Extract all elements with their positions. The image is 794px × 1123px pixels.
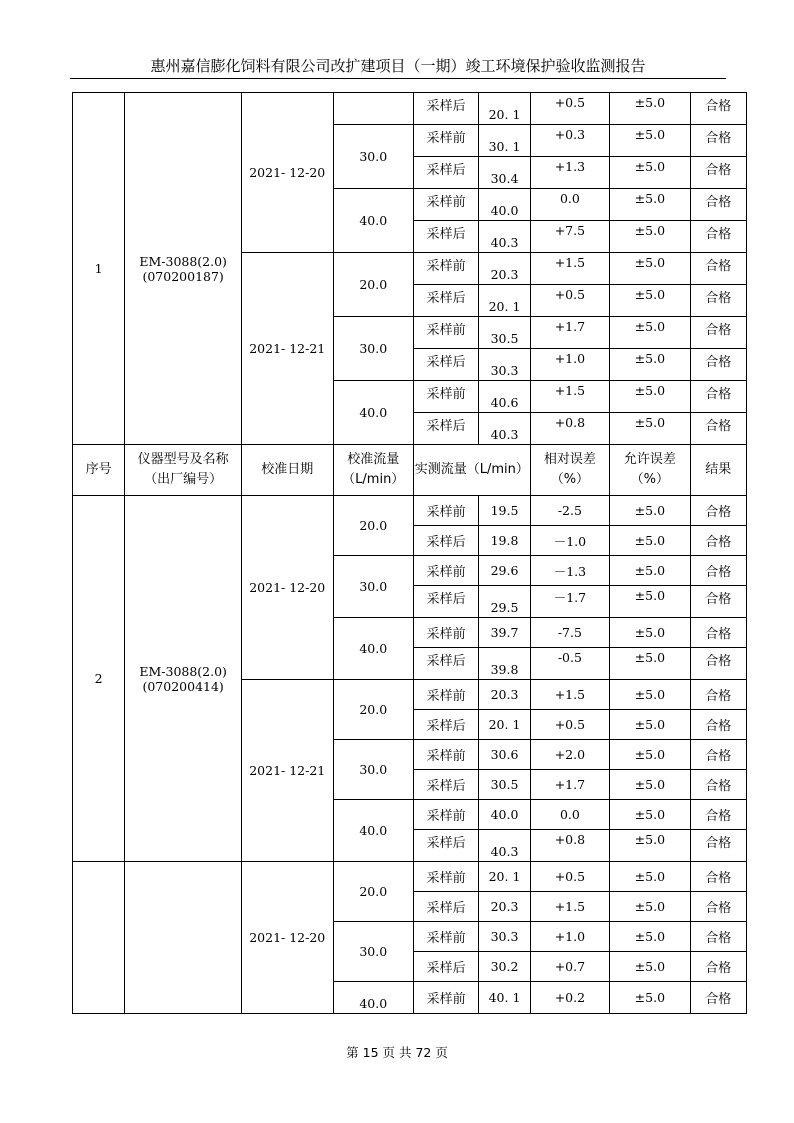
result-cell: 合格 [690, 680, 746, 710]
result-cell: 合格 [690, 93, 746, 125]
measured-flow-cell: 40.3 [479, 221, 530, 253]
column-header-row [73, 445, 747, 496]
allowed-error-cell: ±5.0 [610, 770, 690, 800]
relative-error-cell: +7.5 [530, 221, 609, 253]
allowed-error-cell: ±5.0 [610, 221, 690, 253]
allowed-error-cell: ±5.0 [610, 125, 690, 157]
stage-cell: 采样前 [413, 189, 478, 221]
measured-flow-cell: 20.3 [479, 680, 530, 710]
measured-flow-cell: 40.0 [479, 189, 530, 221]
measured-flow-cell: 30. 1 [479, 125, 530, 157]
table-row [73, 93, 747, 125]
stage-cell: 采样后 [413, 586, 478, 618]
result-cell: 合格 [690, 381, 746, 413]
measured-flow-cell: 30.6 [479, 740, 530, 770]
allowed-error-cell: ±5.0 [610, 830, 690, 862]
relative-error-cell: +1.5 [530, 253, 609, 285]
page-number: 第 15 页 共 72 页 [346, 1045, 448, 1060]
allowed-error-cell: ±5.0 [610, 157, 690, 189]
allowed-error-cell: ±5.0 [610, 740, 690, 770]
stage-cell: 采样后 [413, 93, 478, 125]
relative-error-cell: +1.5 [530, 680, 609, 710]
relative-error-cell: －1.3 [530, 556, 609, 586]
result-cell: 合格 [690, 770, 746, 800]
result-cell: 合格 [690, 317, 746, 349]
allowed-error-cell: ±5.0 [610, 93, 690, 125]
instrument-cell [125, 862, 242, 1014]
seq-cell: 1 [73, 93, 125, 445]
measured-flow-cell: 40.3 [479, 413, 530, 445]
result-cell: 合格 [690, 862, 746, 892]
stage-cell: 采样前 [413, 800, 478, 830]
stage-cell: 采样前 [413, 680, 478, 710]
set-flow-cell: 20.0 [333, 680, 413, 740]
stage-cell: 采样后 [413, 526, 478, 556]
result-cell: 合格 [690, 125, 746, 157]
header-divider [70, 78, 726, 79]
measured-flow-cell: 39.8 [479, 648, 530, 680]
set-flow-cell: 40.0 [333, 800, 413, 862]
set-flow-cell: 20.0 [333, 862, 413, 922]
allowed-error-cell: ±5.0 [610, 892, 690, 922]
result-cell: 合格 [690, 952, 746, 982]
result-header: 结果 [690, 445, 746, 496]
allowed-error-cell: ±5.0 [610, 496, 690, 526]
relative-error-cell: +0.3 [530, 125, 609, 157]
allowed-error-cell: ±5.0 [610, 800, 690, 830]
calibration-table-body [73, 93, 747, 1014]
measured-flow-cell: 29.6 [479, 556, 530, 586]
measured-flow-cell: 20. 1 [479, 710, 530, 740]
instrument-serial: (070200187) [142, 268, 224, 284]
measured-flow-cell: 30.5 [479, 317, 530, 349]
relative-error-cell: +0.8 [530, 413, 609, 445]
stage-cell: 采样前 [413, 740, 478, 770]
result-cell: 合格 [690, 253, 746, 285]
seq-cell [73, 862, 125, 1014]
set-flow-header: 校准流量（L/min） [333, 445, 413, 496]
set-flow-cell: 40.0 [333, 618, 413, 680]
stage-cell: 采样前 [413, 381, 478, 413]
allowed-error-cell: ±5.0 [610, 862, 690, 892]
allowed-error-cell: ±5.0 [610, 413, 690, 445]
measured-flow-cell: 40. 1 [479, 982, 530, 1014]
stage-cell: 采样前 [413, 496, 478, 526]
stage-cell: 采样后 [413, 710, 478, 740]
result-cell: 合格 [690, 648, 746, 680]
allowed-error-cell: ±5.0 [610, 982, 690, 1014]
allowed-error-cell: ±5.0 [610, 317, 690, 349]
stage-cell: 采样后 [413, 892, 478, 922]
stage-cell: 采样前 [413, 556, 478, 586]
measured-flow-cell: 30.3 [479, 922, 530, 952]
result-cell: 合格 [690, 189, 746, 221]
result-cell: 合格 [690, 618, 746, 648]
measured-flow-cell: 30.2 [479, 952, 530, 982]
result-cell: 合格 [690, 526, 746, 556]
stage-cell: 采样后 [413, 952, 478, 982]
relative-error-cell: 0.0 [530, 189, 609, 221]
result-cell: 合格 [690, 922, 746, 952]
stage-cell: 采样后 [413, 413, 478, 445]
measured-flow-cell: 19.8 [479, 526, 530, 556]
instrument-model: EM-3088(2.0) [139, 253, 227, 269]
allowed-error-cell: ±5.0 [610, 648, 690, 680]
seq-cell: 2 [73, 496, 125, 862]
stage-cell: 采样后 [413, 221, 478, 253]
relative-error-cell: +1.7 [530, 317, 609, 349]
allowed-error-cell: ±5.0 [610, 189, 690, 221]
calibration-table [72, 92, 747, 1014]
relative-error-cell: +0.5 [530, 862, 609, 892]
calibration-date-cell: 2021- 12-20 [241, 862, 333, 1014]
allowed-error-header: 允许误差（%） [610, 445, 690, 496]
measured-flow-cell: 29.5 [479, 586, 530, 618]
stage-cell: 采样后 [413, 349, 478, 381]
measured-flow-header: 实测流量（L/min） [413, 445, 530, 496]
allowed-error-cell: ±5.0 [610, 586, 690, 618]
result-cell: 合格 [690, 800, 746, 830]
relative-error-cell: +1.0 [530, 922, 609, 952]
stage-cell: 采样前 [413, 922, 478, 952]
allowed-error-cell: ±5.0 [610, 710, 690, 740]
measured-flow-cell: 40.3 [479, 830, 530, 862]
set-flow-cell: 30.0 [333, 317, 413, 381]
allowed-error-cell: ±5.0 [610, 618, 690, 648]
stage-cell: 采样后 [413, 830, 478, 862]
report-header-title: 惠州嘉信膨化饲料有限公司改扩建项目（一期）竣工环境保护验收监测报告 [150, 57, 646, 75]
relative-error-cell: +0.5 [530, 93, 609, 125]
result-cell: 合格 [690, 157, 746, 189]
stage-cell: 采样后 [413, 285, 478, 317]
allowed-error-cell: ±5.0 [610, 285, 690, 317]
result-cell: 合格 [690, 556, 746, 586]
result-cell: 合格 [690, 892, 746, 922]
relative-error-cell: +0.5 [530, 285, 609, 317]
stage-cell: 采样前 [413, 317, 478, 349]
table-row [73, 862, 747, 892]
allowed-error-cell: ±5.0 [610, 922, 690, 952]
set-flow-cell: 20.0 [333, 253, 413, 317]
result-cell: 合格 [690, 349, 746, 381]
measured-flow-cell: 20.3 [479, 892, 530, 922]
measured-flow-cell: 30.4 [479, 157, 530, 189]
result-cell: 合格 [690, 586, 746, 618]
calibration-date-cell: 2021- 12-20 [241, 93, 333, 253]
set-flow-cell: 30.0 [333, 125, 413, 189]
measured-flow-cell: 20. 1 [479, 862, 530, 892]
result-cell: 合格 [690, 740, 746, 770]
stage-cell: 采样前 [413, 253, 478, 285]
measured-flow-cell: 30.3 [479, 349, 530, 381]
allowed-error-cell: ±5.0 [610, 253, 690, 285]
measured-flow-cell: 20. 1 [479, 285, 530, 317]
relative-error-cell: +1.5 [530, 892, 609, 922]
calibration-date-cell: 2021- 12-20 [241, 496, 333, 680]
result-cell: 合格 [690, 710, 746, 740]
relative-error-cell: +0.7 [530, 952, 609, 982]
result-cell: 合格 [690, 830, 746, 862]
stage-cell: 采样前 [413, 125, 478, 157]
calibration-date-cell: 2021- 12-21 [241, 680, 333, 862]
result-cell: 合格 [690, 982, 746, 1014]
measured-flow-cell: 19.5 [479, 496, 530, 526]
allowed-error-cell: ±5.0 [610, 349, 690, 381]
allowed-error-cell: ±5.0 [610, 680, 690, 710]
stage-cell: 采样后 [413, 648, 478, 680]
result-cell: 合格 [690, 413, 746, 445]
relative-error-cell: －1.0 [530, 526, 609, 556]
allowed-error-cell: ±5.0 [610, 952, 690, 982]
allowed-error-cell: ±5.0 [610, 556, 690, 586]
set-flow-cell: 20.0 [333, 496, 413, 556]
measured-flow-cell: 20. 1 [479, 93, 530, 125]
measured-flow-cell: 40.0 [479, 800, 530, 830]
measured-flow-cell: 20.3 [479, 253, 530, 285]
relative-error-cell: +1.3 [530, 157, 609, 189]
stage-cell: 采样前 [413, 618, 478, 648]
measured-flow-cell: 30.5 [479, 770, 530, 800]
instrument-model: EM-3088(2.0) [139, 663, 227, 679]
instrument-serial: (070200414) [142, 678, 224, 694]
calibration-date-header: 校准日期 [241, 445, 333, 496]
allowed-error-cell: ±5.0 [610, 381, 690, 413]
calibration-date-cell: 2021- 12-21 [241, 253, 333, 445]
relative-error-cell: －1.7 [530, 586, 609, 618]
instrument-header: 仪器型号及名称（出厂编号） [125, 445, 242, 496]
allowed-error-cell: ±5.0 [610, 526, 690, 556]
relative-error-cell: +0.5 [530, 710, 609, 740]
seq-header: 序号 [73, 445, 125, 496]
relative-error-cell: -7.5 [530, 618, 609, 648]
instrument-cell [125, 93, 242, 445]
set-flow-cell: 40.0 [333, 982, 413, 1014]
set-flow-cell [333, 93, 413, 125]
relative-error-cell: -2.5 [530, 496, 609, 526]
instrument-cell [125, 496, 242, 862]
relative-error-cell: +0.8 [530, 830, 609, 862]
table-row [73, 496, 747, 526]
set-flow-cell: 40.0 [333, 189, 413, 253]
relative-error-cell: 0.0 [530, 800, 609, 830]
relative-error-cell: +2.0 [530, 740, 609, 770]
relative-error-header: 相对误差（%） [530, 445, 609, 496]
stage-cell: 采样后 [413, 157, 478, 189]
measured-flow-cell: 39.7 [479, 618, 530, 648]
result-cell: 合格 [690, 221, 746, 253]
stage-cell: 采样前 [413, 982, 478, 1014]
measured-flow-cell: 40.6 [479, 381, 530, 413]
relative-error-cell: +1.5 [530, 381, 609, 413]
relative-error-cell: +1.7 [530, 770, 609, 800]
stage-cell: 采样前 [413, 862, 478, 892]
set-flow-cell: 30.0 [333, 740, 413, 800]
relative-error-cell: +1.0 [530, 349, 609, 381]
set-flow-cell: 30.0 [333, 922, 413, 982]
relative-error-cell: +0.2 [530, 982, 609, 1014]
set-flow-cell: 30.0 [333, 556, 413, 618]
relative-error-cell: -0.5 [530, 648, 609, 680]
result-cell: 合格 [690, 496, 746, 526]
result-cell: 合格 [690, 285, 746, 317]
stage-cell: 采样后 [413, 770, 478, 800]
set-flow-cell: 40.0 [333, 381, 413, 445]
